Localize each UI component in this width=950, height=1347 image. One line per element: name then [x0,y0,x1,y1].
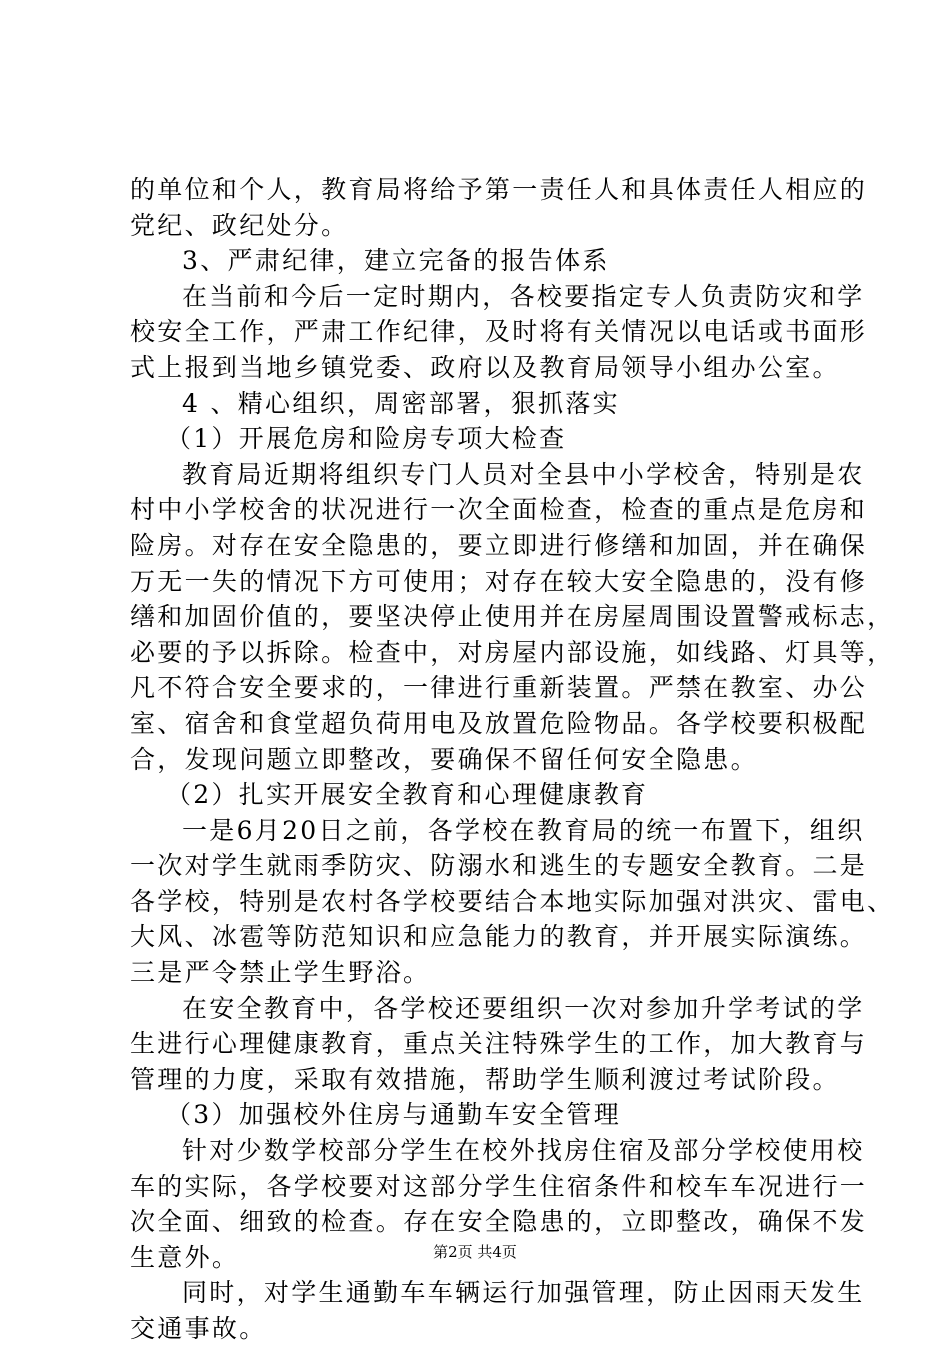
text-line: 校安全工作，严肃工作纪律，及时将有关情况以电话或书面形 [130,317,868,347]
text-line: 大风、冰雹等防范知识和应急能力的教育，并开展实际演练。 [130,922,868,952]
text-line: 室、宿舍和食堂超负荷用电及放置危险物品。各学校要积极配 [130,708,868,738]
text-line: （1）开展危房和险房专项大检查 [166,424,567,454]
text-line: 3、严肃纪律，建立完备的报告体系 [182,246,610,276]
text-line: 党纪、政纪处分。 [130,210,349,240]
text-line: 生意外。 [130,1242,240,1272]
text-line: 万无一失的情况下方可使用；对存在较大安全隐患的，没有修 [130,566,868,596]
text-line: 必要的予以拆除。检查中，对房屋内部设施，如线路、灯具等， [130,637,895,667]
text-line: （3）加强校外住房与通勤车安全管理 [166,1100,622,1130]
text-line: 险房。对存在安全隐患的，要立即进行修缮和加固，并在确保 [130,530,868,560]
text-line: 各学校，特别是农村各学校要结合本地实际加强对洪灾、雷电、 [130,886,895,916]
text-line: 式上报到当地乡镇党委、政府以及教育局领导小组办公室。 [130,352,840,382]
document-body [130,172,895,1347]
text-line: 的单位和个人，教育局将给予第一责任人和具体责任人相应的 [130,175,868,204]
text-line: 三是严令禁止学生野浴。 [130,958,431,988]
text-line: 车的实际，各学校要对这部分学生住宿条件和校车车况进行一 [130,1171,868,1201]
text-line: 次全面、细致的检查。存在安全隐患的，立即整改，确保不发 [130,1207,868,1237]
text-line: 交通事故。 [130,1314,267,1343]
text-line: 4 、精心组织，周密部署，狠抓落实 [182,388,620,418]
text-line: 合，发现问题立即整改，要确保不留任何安全隐患。 [130,744,758,774]
page-footer: 第2页 共4页 [433,1243,517,1261]
text-line: 在当前和今后一定时期内，各校要指定专人负责防灾和学 [182,281,865,311]
text-line: 一是6月20日之前，各学校在教育局的统一布置下，组织 [182,815,865,845]
text-line: 生进行心理健康教育，重点关注特殊学生的工作，加大教育与 [130,1029,868,1059]
text-line: 针对少数学校部分学生在校外找房住宿及部分学校使用校 [182,1136,865,1166]
text-line: 在安全教育中，各学校还要组织一次对参加升学考试的学 [182,993,865,1023]
text-line: 一次对学生就雨季防灾、防溺水和逃生的专题安全教育。二是 [130,851,868,881]
text-line: 教育局近期将组织专门人员对全县中小学校舍，特别是农 [182,459,865,489]
text-line: 同时，对学生通勤车车辆运行加强管理，防止因雨天发生 [182,1278,865,1308]
text-line: （2）扎实开展安全教育和心理健康教育 [166,780,649,810]
text-line: 凡不符合安全要求的，一律进行重新装置。严禁在教室、办公 [130,673,868,703]
text-line: 缮和加固价值的，要坚决停止使用并在房屋周围设置警戒标志， [130,602,895,632]
text-line: 管理的力度，采取有效措施，帮助学生顺利渡过考试阶段。 [130,1064,840,1094]
text-line: 村中小学校舍的状况进行一次全面检查，检查的重点是危房和 [130,495,868,525]
